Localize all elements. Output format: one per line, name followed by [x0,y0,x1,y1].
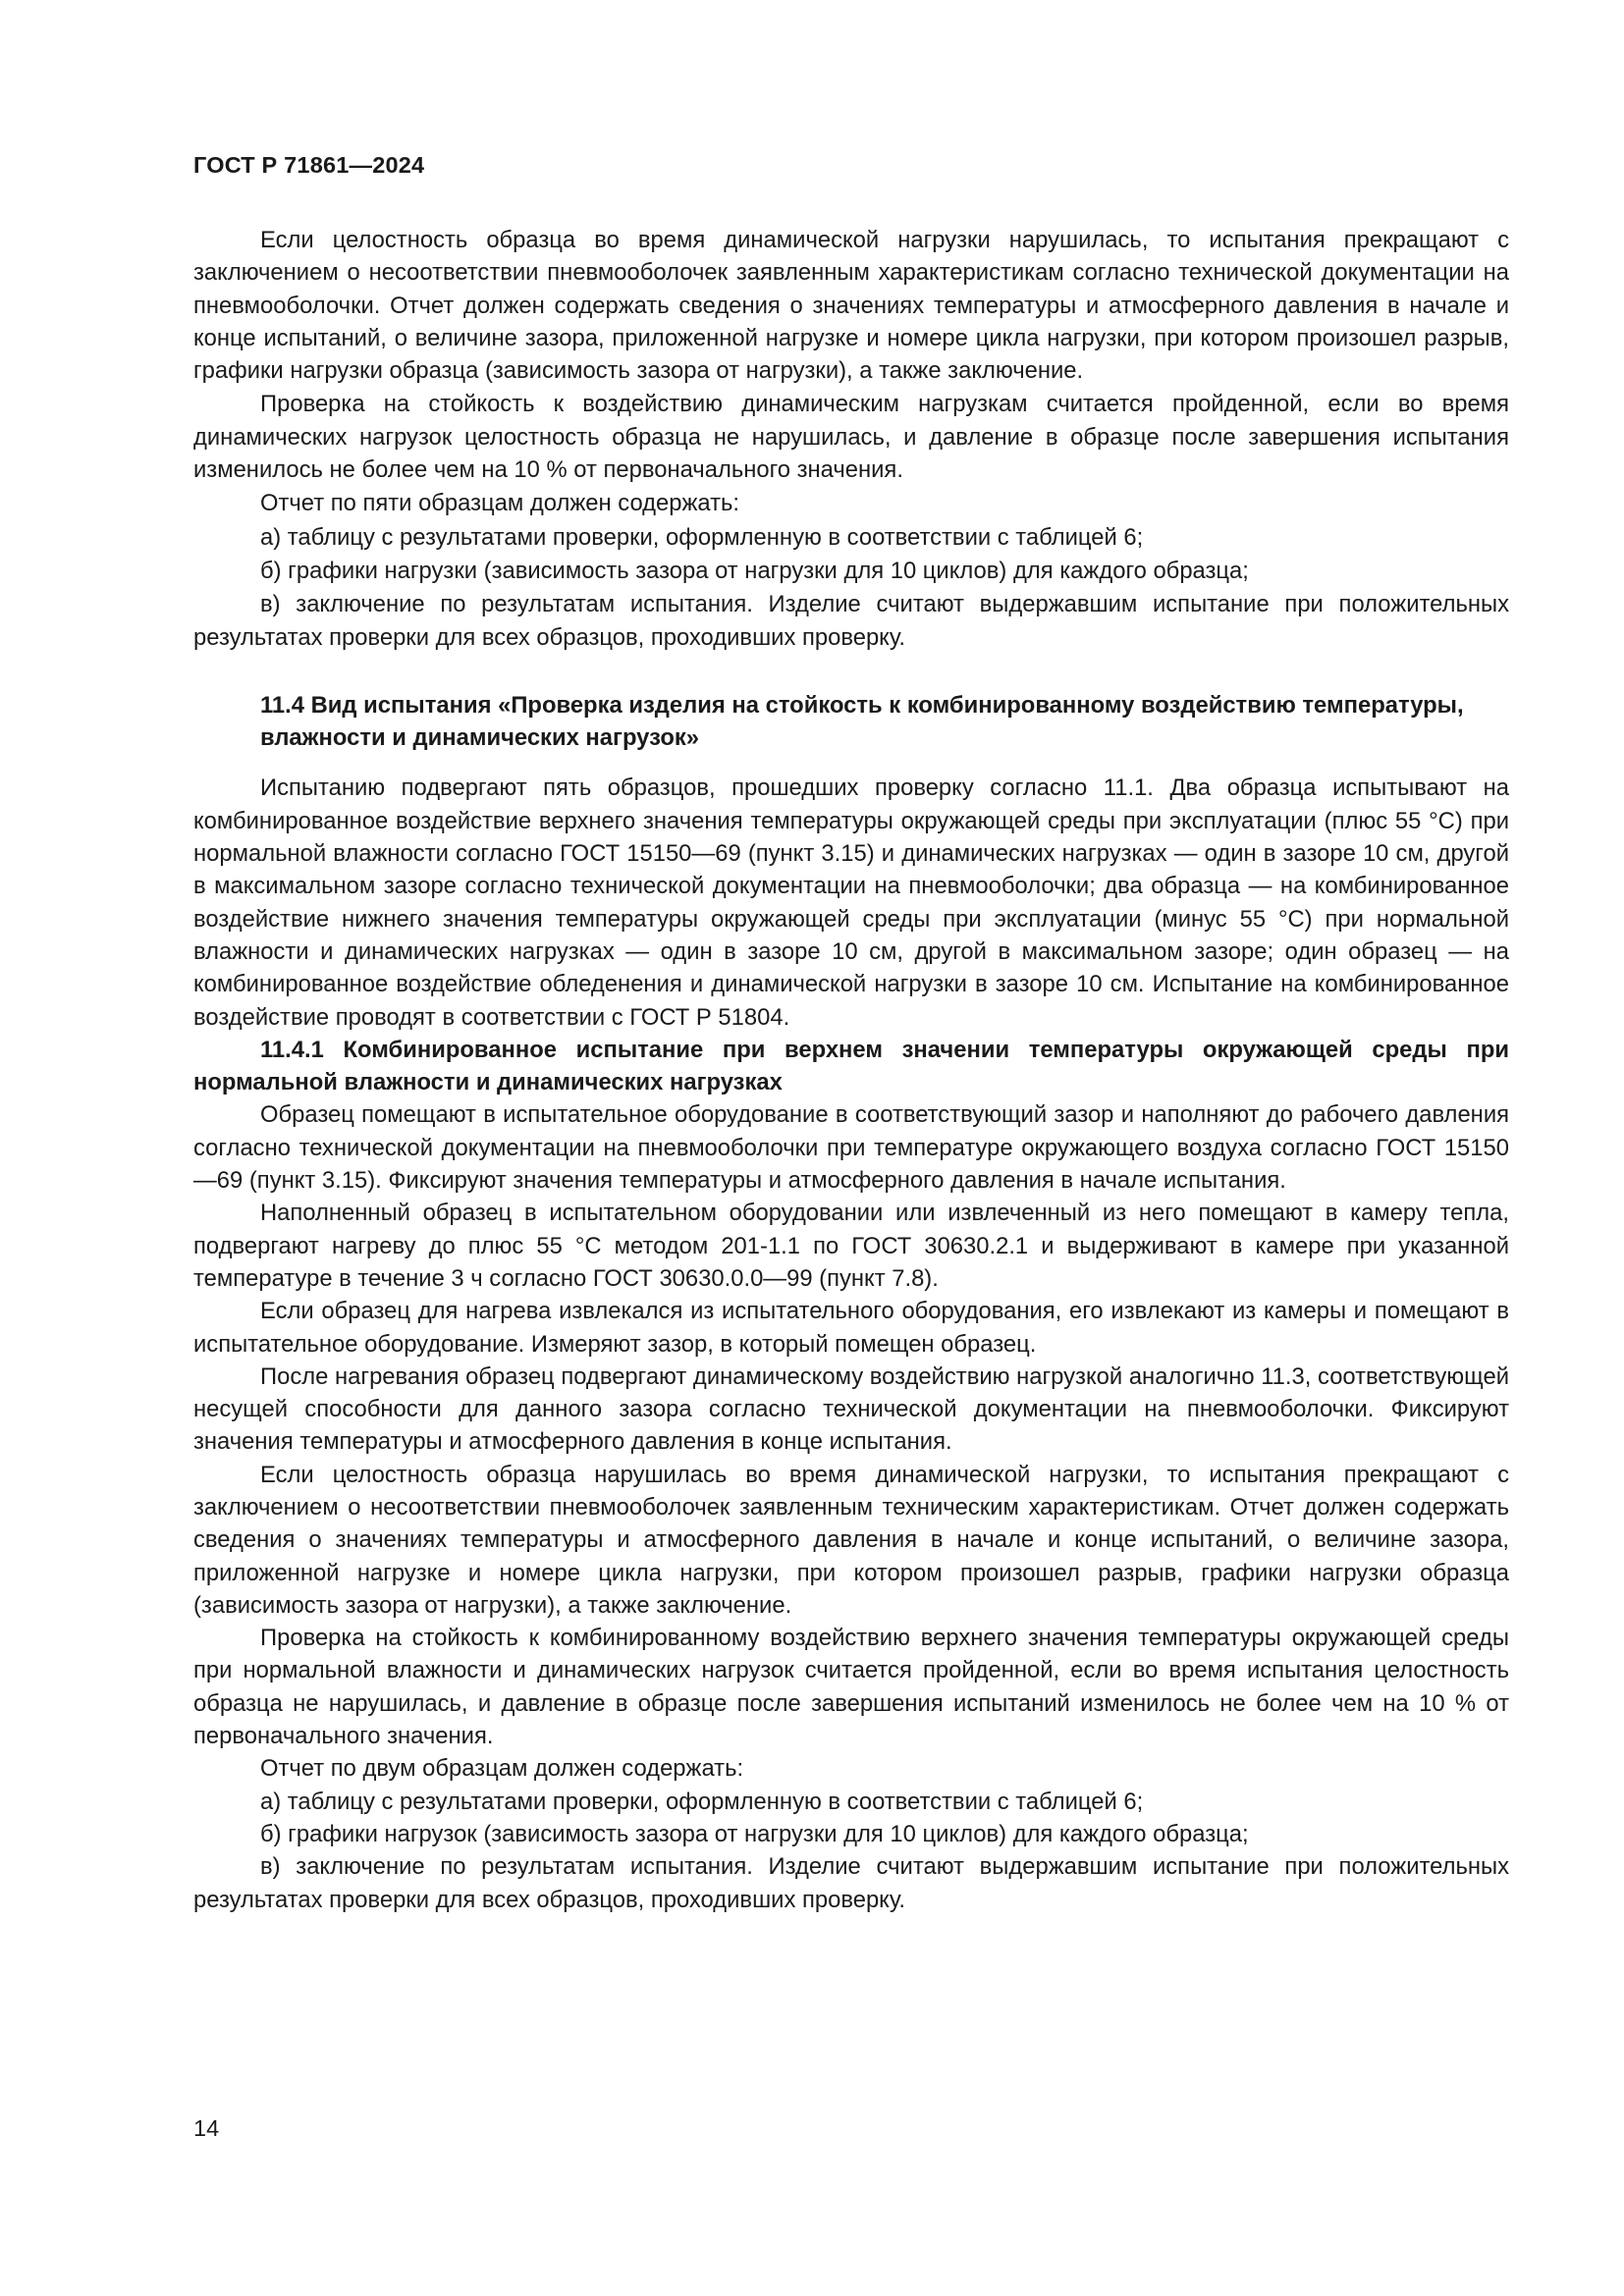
paragraph: Если образец для нагрева извлекался из испытательного оборудования, его извлекают из камеры и помещают в испытательное оборудование. Измеряют зазор, в который помещен образец. [193,1298,1509,1358]
paragraph: Испытанию подвергают пять образцов, прошедших проверку согласно 11.1. Два образца испытывают на комбинированное воздействие верхнего значения температуры окружающей среды при эксплуатации (плюс 55 °С) при нормальной влажности согласно ГОСТ 15150—69 (пункт 3.15) и динамических нагрузках — один в зазоре 10 см, другой в максимальном зазоре согласно технической документации на пневмооболочки; два образца — на комбинированное воздействие нижнего значения температуры окружающей среды при эксплуатации (минус 55 °С) при нормальной влажности и динамических нагрузках — один в зазоре 10 см, другой в максимальном зазоре; один образец — на комбинированное воздействие обледенения и динамической нагрузки в зазоре 10 см. Испытание на комбинированное воздействие проводят в соответствии с ГОСТ Р 51804. [193,774,1509,1031]
paragraph: Образец помещают в испытательное оборудование в соответствующий зазор и наполняют до рабочего давления согласно технической документации на пневмооболочки при температуре окружающего воздуха согласно ГОСТ 15150—69 (пункт 3.15). Фиксируют значения температуры и атмосферного давления в начале испытания. [193,1101,1509,1195]
list-item: а) таблицу с результатами проверки, оформленную в соответствии с таблицей 6; [260,523,1144,551]
page-number: 14 [193,2115,220,2141]
paragraph: Если целостность образца во время динамической нагрузки нарушилась, то испытания прекращают с заключением о несоответствии пневмооболочек заявленным характеристикам согласно технической документации на пневмооболочки. Отчет должен содержать сведения о значениях температуры и атмосферного давления в начале и конце испытаний, о величине зазора, приложенной нагрузке и номере цикла нагрузки, при котором произошел разрыв, графики нагрузки образца (зависимость зазора от нагрузки), а также заключение. [193,227,1509,385]
list-item: а) таблицу с результатами проверки, оформленную в соответствии с таблицей 6; [260,1788,1144,1815]
paragraph: Наполненный образец в испытательном оборудовании или извлеченный из него помещают в камеру тепла, подвергают нагреву до плюс 55 °С методом 201-1.1 по ГОСТ 30630.2.1 и выдерживают в камере при указанной температуре в течение 3 ч согласно ГОСТ 30630.0.0—99 (пункт 7.8). [193,1200,1509,1292]
paragraph: Проверка на стойкость к комбинированному воздействию верхнего значения температуры окружающей среды при нормальной влажности и динамических нагрузок считается пройденной, если во время испытания целостность образца не нарушилась, и давление в образце после завершения испытаний изменилось не более чем на 10 % от первоначального значения. [193,1625,1509,1750]
list-item: в) заключение по результатам испытания. Изделие считают выдержавшим испытание при положительных результатах проверки для всех образцов, проходивших проверку. [193,1853,1509,1913]
paragraph: Отчет по пяти образцам должен содержать: [260,490,740,517]
list-item: б) графики нагрузок (зависимость зазора от нагрузки для 10 циклов) для каждого образца; [260,1820,1249,1847]
document-body [193,224,1509,1916]
list-item: в) заключение по результатам испытания. Изделие считают выдержавшим испытание при положительных результатах проверки для всех образцов, проходивших проверку. [193,591,1509,651]
list-item: б) графики нагрузки (зависимость зазора от нагрузки для 10 циклов) для каждого образца; [260,557,1249,584]
paragraph: Если целостность образца нарушилась во время динамической нагрузки, то испытания прекращают с заключением о несоответствии пневмооболочек заявленным техническим характеристикам. Отчет должен содержать сведения о значениях температуры и атмосферного давления в начале и конце испытаний, о величине зазора, приложенной нагрузке и номере цикла нагрузки, при котором произошел разрыв, графики нагрузки образца (зависимость зазора от нагрузки), а также заключение. [193,1461,1509,1619]
document-code-header: ГОСТ Р 71861—2024 [193,152,425,178]
paragraph: Отчет по двум образцам должен содержать: [260,1755,744,1783]
subsection-heading: 11.4.1 Комбинированное испытание при верхнем значении температуры окружающей среды при нормальной влажности и динамических нагрузках [193,1036,1509,1096]
paragraph: Проверка на стойкость к воздействию динамическим нагрузкам считается пройденной, если во время динамических нагрузок целостность образца не нарушилась, и давление в образце после завершения испытания изменилось не более чем на 10 % от первоначального значения. [193,391,1509,484]
paragraph: После нагревания образец подвергают динамическому воздействию нагрузкой аналогично 11.3, соответствующей несущей способности для данного зазора согласно технической документации на пневмооболочки. Фиксируют значения температуры и атмосферного давления в конце испытания. [193,1362,1509,1456]
section-heading: 11.4 Вид испытания «Проверка изделия на стойкость к комбинированному воздействию температуры, влажности и динамических нагрузок» [260,691,1464,752]
